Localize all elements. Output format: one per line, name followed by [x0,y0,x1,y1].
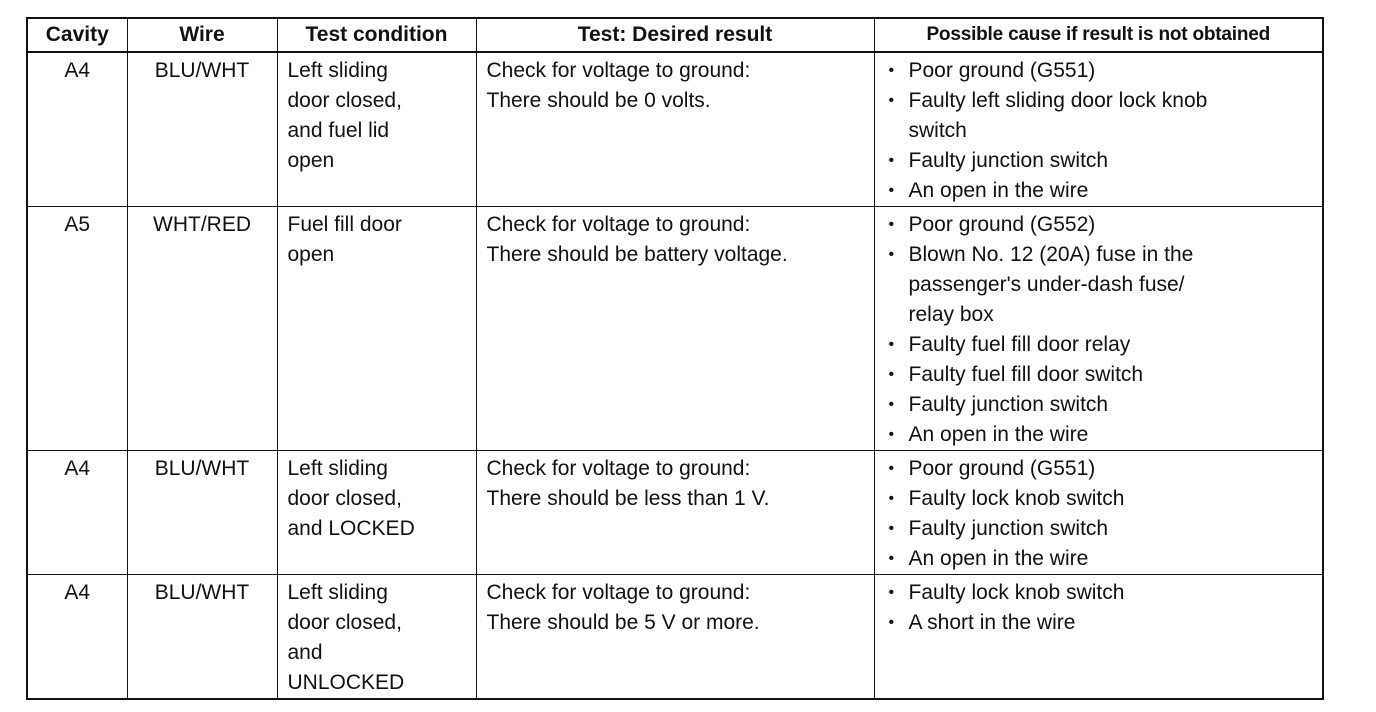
cause-item: • A short in the wire [885,608,1313,638]
cause-item: • An open in the wire [885,420,1313,450]
condition-line: UNLOCKED [287,671,405,694]
bullet-icon: • [888,152,895,169]
condition-line: Fuel fill door [287,213,402,236]
bullet-icon: • [888,396,895,413]
result-cell [476,52,874,207]
cause-item: • Faulty fuel fill door relay [885,330,1313,360]
causes-cell [874,451,1323,575]
causes-list [885,454,1313,574]
condition-line: Left sliding [287,457,388,480]
table-row [27,52,1323,207]
cause-item: • Poor ground (G551) [885,56,1313,86]
causes-list [885,56,1313,206]
header-desired-result: Test: Desired result [476,18,874,52]
cavity-cell: A4 [27,451,127,575]
causes-cell [874,207,1323,451]
causes-list [885,578,1313,638]
condition-cell [277,52,476,207]
condition-cell [277,575,476,700]
bullet-icon: • [888,216,895,233]
condition-line: and LOCKED [287,517,415,540]
result-line: There should be battery voltage. [486,243,788,266]
cause-item: • Faulty lock knob switch [885,484,1313,514]
cause-item: • Blown No. 12 (20A) fuse in the passenger's under-dash fuse/ relay box [885,240,1313,330]
table-row [27,451,1323,575]
bullet-icon: • [888,550,895,567]
result-line: Check for voltage to ground: [486,457,751,480]
causes-cell [874,52,1323,207]
test-table [26,17,1324,700]
condition-line: Left sliding [287,59,388,82]
bullet-icon: • [888,490,895,507]
bullet-icon: • [888,336,895,353]
bullet-icon: • [888,426,895,443]
bullet-icon: • [888,584,895,601]
bullet-icon: • [888,366,895,383]
cause-item: • Poor ground (G551) [885,454,1313,484]
cavity-cell: A4 [27,575,127,700]
result-line: There should be less than 1 V. [486,487,770,510]
causes-list [885,210,1313,450]
condition-cell [277,451,476,575]
condition-line: open [287,149,335,172]
bullet-icon: • [888,614,895,631]
result-line: Check for voltage to ground: [486,213,751,236]
test-table-container [26,17,1322,700]
header-possible-cause: Possible cause if result is not obtained [874,18,1323,52]
bullet-icon: • [888,246,895,263]
condition-line: door closed, [287,611,402,634]
wire-cell: WHT/RED [127,207,277,451]
cavity-cell: A4 [27,52,127,207]
header-wire: Wire [127,18,277,52]
result-cell [476,451,874,575]
cause-item: • Faulty junction switch [885,146,1313,176]
wire-cell: BLU/WHT [127,451,277,575]
table-header-row [27,18,1323,52]
condition-line: open [287,243,335,266]
bullet-icon: • [888,520,895,537]
cavity-cell: A5 [27,207,127,451]
cause-item: • Faulty lock knob switch [885,578,1313,608]
cause-item: • An open in the wire [885,176,1313,206]
condition-line: and fuel lid [287,119,390,142]
bullet-icon: • [888,460,895,477]
causes-cell [874,575,1323,700]
condition-cell [277,207,476,451]
condition-line: door closed, [287,89,402,112]
condition-line: and [287,641,323,664]
table-row [27,207,1323,451]
header-test-condition: Test condition [277,18,476,52]
result-line: Check for voltage to ground: [486,581,751,604]
cause-item: • Faulty junction switch [885,514,1313,544]
result-cell [476,207,874,451]
cause-item: • Poor ground (G552) [885,210,1313,240]
cause-item: • An open in the wire [885,544,1313,574]
result-cell [476,575,874,700]
result-line: Check for voltage to ground: [486,59,751,82]
header-cavity: Cavity [27,18,127,52]
result-line: There should be 0 volts. [486,89,711,112]
bullet-icon: • [888,92,895,109]
wire-cell: BLU/WHT [127,52,277,207]
wire-cell: BLU/WHT [127,575,277,700]
bullet-icon: • [888,182,895,199]
result-line: There should be 5 V or more. [486,611,760,634]
condition-line: Left sliding [287,581,388,604]
table-row [27,575,1323,700]
cause-item: • Faulty left sliding door lock knob switch [885,86,1313,146]
bullet-icon: • [888,62,895,79]
cause-item: • Faulty fuel fill door switch [885,360,1313,390]
cause-item: • Faulty junction switch [885,390,1313,420]
condition-line: door closed, [287,487,402,510]
